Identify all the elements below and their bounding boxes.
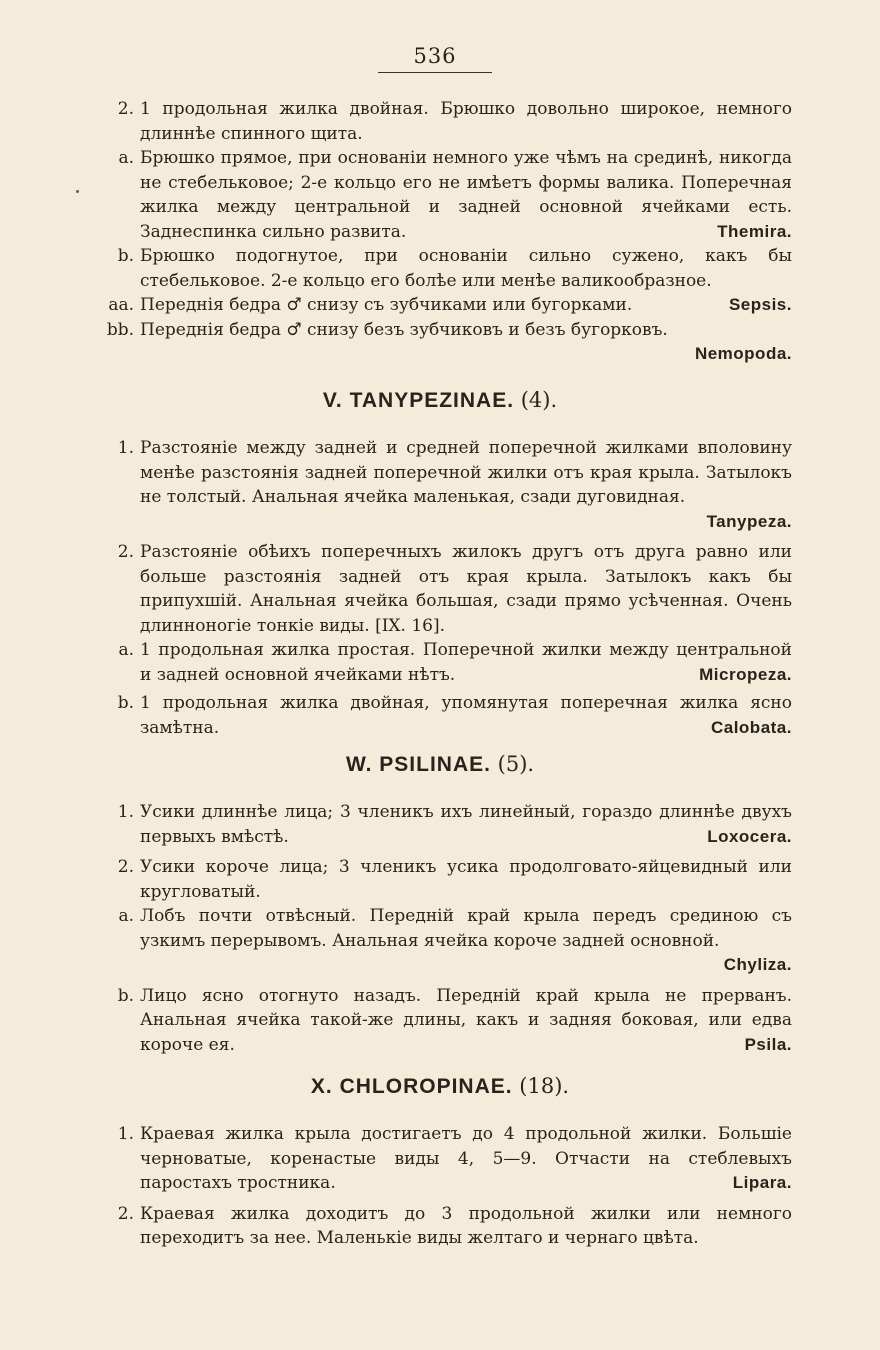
entry-text: Брюшко прямое, при основаніи немного уже чѣмъ на срединѣ, никогда не стебельковое; 2-е кольцо его не имѣетъ формы валика. Поперечная жилка между центральной и задней основной ячейками есть. Заднеспинка сильно развита.: [140, 148, 792, 242]
genus-name: Themira.: [717, 221, 792, 241]
entry-text: Краевая жилка крыла достигаетъ до 4 продольной жилки. Большіе черноватые, коренастые виды 4, 5—9. Отчасти на стеблевыхъ паростахъ тростника.: [140, 1124, 792, 1193]
key-entry: [98, 244, 792, 293]
genus-name: Tanypeza.: [706, 511, 792, 531]
genus-name: Sepsis.: [728, 295, 792, 314]
section-heading-psilinae: [0, 752, 880, 777]
entry-body: [140, 146, 792, 244]
key-entry: [98, 318, 792, 367]
entry-marker: b.: [117, 246, 134, 266]
key-block-chloropinae: [98, 1122, 792, 1251]
genus-name: Lipara.: [732, 1173, 792, 1192]
key-block-psilinae: [98, 800, 792, 1057]
genus-name: Psila.: [744, 1034, 792, 1054]
entry-text: Усики длиннѣе лица; 3 членикъ ихъ линейный, гораздо длиннѣе двухъ первыхъ вмѣстѣ.: [140, 802, 792, 847]
section-count: (5).: [497, 752, 535, 776]
entry-body: [140, 984, 792, 1058]
entry-text: Переднія бедра ♂ снизу съ зубчиками или бугорками.: [140, 295, 633, 315]
entry-marker: bb.: [106, 319, 134, 340]
entry-text: 1 продольная жилка простая. Поперечной жилки между центральной и задней основной ячейками нѣтъ.: [140, 640, 792, 685]
entry-text: Брюшко подогнутое, при основаніи сильно сужено, какъ бы стебельковое. 2-е кольцо его болѣе или менѣе валикообразное.: [140, 246, 792, 291]
entry-text: 1 продольная жилка двойная. Брюшко довольно широкое, немного длиннѣе спинного щита.: [140, 99, 792, 144]
entry-marker: 2.: [117, 542, 134, 562]
section-title: X. CHLOROPINAE.: [310, 1075, 513, 1098]
entry-text: Усики короче лица; 3 членикъ усика продолговато-яйцевидный или кругловатый.: [140, 857, 792, 902]
entry-marker: 1.: [117, 1124, 134, 1144]
key-entry: [98, 97, 792, 146]
print-speck: [76, 190, 79, 193]
key-block-tanypezinae: [98, 436, 792, 740]
genus-name: Calobata.: [710, 717, 792, 737]
section-title: W. PSILINAE.: [345, 753, 491, 776]
entry-body: [140, 800, 792, 849]
section-title: V. TANYPEZINAE.: [322, 389, 515, 412]
key-entry: [98, 1202, 792, 1251]
genus-name: Nemopoda.: [694, 344, 792, 363]
entry-body: [140, 638, 792, 687]
genus-name: Chyliza.: [723, 955, 792, 974]
section-heading-chloropinae: [0, 1074, 880, 1099]
entry-marker: b.: [117, 693, 134, 713]
key-entry: [98, 1122, 792, 1196]
key-entry: [98, 146, 792, 244]
section-count: (18).: [519, 1074, 570, 1098]
entry-text: Лобъ почти отвѣсный. Передній край крыла передъ срединою съ узкимъ перерывомъ. Анальная ячейка короче задней основной.: [140, 906, 792, 951]
key-entry: [98, 800, 792, 849]
page-number-rule: [378, 72, 492, 73]
section-heading-tanypezinae: [0, 388, 880, 413]
key-entry: [98, 904, 792, 978]
entry-text: Краевая жилка доходитъ до 3 продольной жилки или немного переходитъ за нее. Маленькіе виды желтаго и чернаго цвѣта.: [140, 1203, 792, 1248]
entry-marker: a.: [118, 906, 134, 926]
key-entry: [98, 638, 792, 687]
entry-marker: 2.: [117, 99, 134, 119]
section-count: (4).: [520, 388, 558, 412]
genus-name: Loxocera.: [707, 826, 792, 846]
page-number: 536: [413, 44, 457, 68]
key-entry: [98, 984, 792, 1058]
entry-body: [140, 293, 792, 318]
entry-body: [140, 1122, 792, 1196]
entry-text: Разстояніе обѣихъ поперечныхъ жилокъ другъ отъ друга равно или больше разстоянія задней отъ края крыла. Затылокъ какъ бы припухшій. Анальная ячейка большая, сзади прямо усѣченная. Очень длинноногіе тонкіе виды. [IX. 16].: [140, 542, 792, 636]
entry-text: Переднія бедра ♂ снизу безъ зубчиковъ и безъ бугорковъ.: [140, 319, 668, 340]
entry-marker: a.: [118, 640, 134, 660]
entry-marker: a.: [118, 148, 134, 168]
entry-marker: 1.: [117, 802, 134, 822]
entry-marker: aa.: [108, 295, 134, 315]
key-entry: [98, 540, 792, 638]
key-entry: [98, 293, 792, 318]
key-entry: [98, 691, 792, 740]
key-entry: [98, 436, 792, 534]
genus-name: Micropeza.: [699, 664, 792, 684]
entry-text: 1 продольная жилка двойная, упомянутая поперечная жилка ясно замѣтна.: [140, 693, 792, 738]
entry-text: Лицо ясно отогнуто назадъ. Передній край крыла не прерванъ. Анальная ячейка такой-же длины, какъ и задняя боковая, или едва короче ея.: [140, 985, 792, 1055]
entry-marker: b.: [117, 985, 134, 1006]
key-block-sepsinae: [98, 97, 792, 367]
entry-text: Разстояніе между задней и средней поперечной жилками вполовину менѣе разстоянія задней поперечной жилки отъ края крыла. Затылокъ не толстый. Анальная ячейка маленькая, сзади дуговидная.: [140, 438, 792, 507]
entry-marker: 2.: [117, 857, 134, 877]
entry-body: [140, 691, 792, 740]
key-entry: [98, 855, 792, 904]
entry-marker: 2.: [117, 1203, 134, 1224]
entry-marker: 1.: [117, 438, 134, 458]
